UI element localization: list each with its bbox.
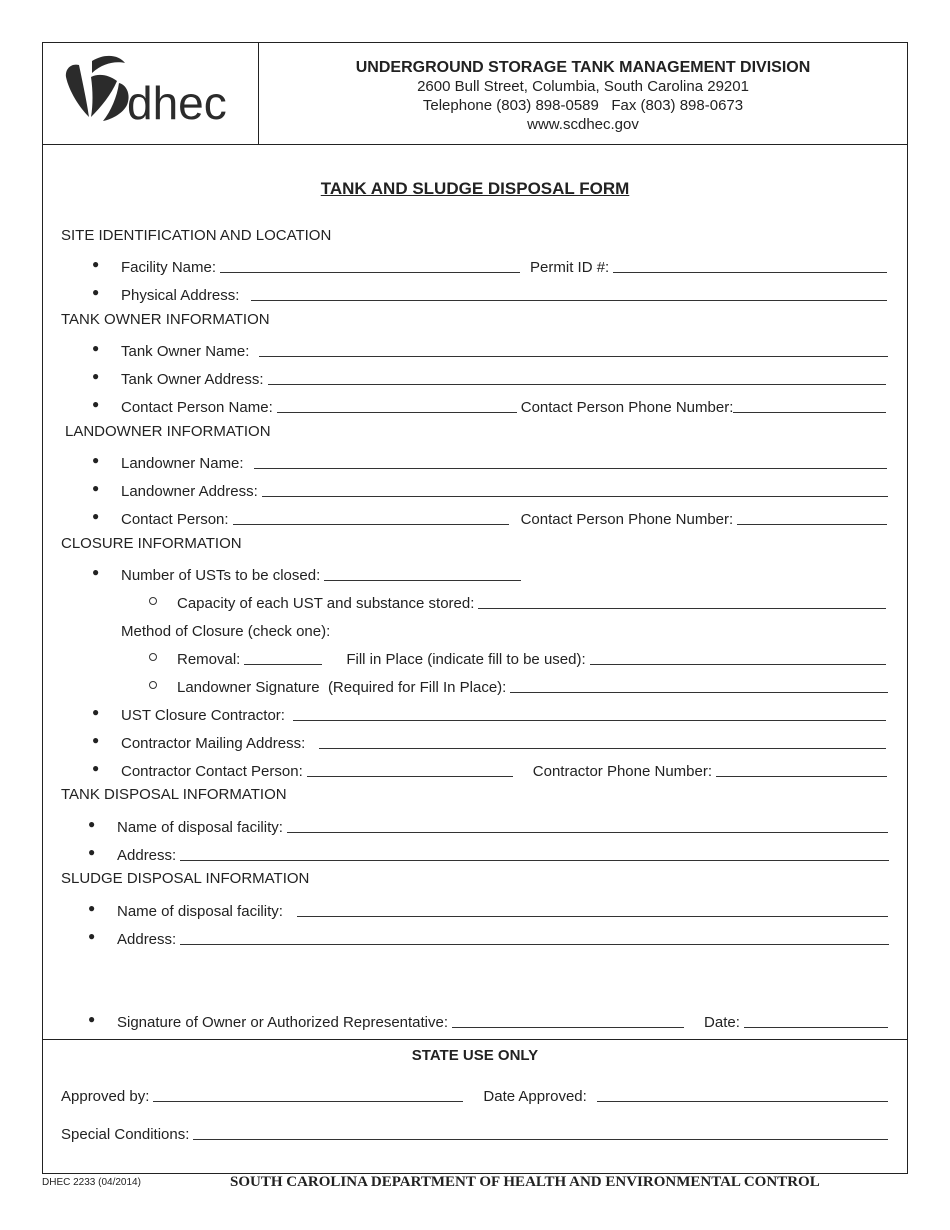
sludge-address-field[interactable]	[180, 930, 889, 945]
permit-id-field[interactable]	[613, 258, 887, 273]
bullet: ●	[88, 845, 96, 859]
dhec-logo	[57, 51, 257, 141]
capacity-row	[177, 590, 886, 612]
owner-contact-label: Contact Person Name:	[121, 399, 273, 416]
landowner-contact-field[interactable]	[233, 510, 509, 525]
facility-name-label: Facility Name:	[121, 259, 217, 276]
contractor-field[interactable]	[293, 706, 886, 721]
bullet: ●	[92, 397, 100, 411]
contractor-address-row	[121, 730, 886, 752]
signature-field[interactable]	[452, 1013, 684, 1028]
form-title: TANK AND SLUDGE DISPOSAL FORM	[320, 179, 630, 198]
landowner-address-row	[121, 478, 888, 500]
division-website: www.scdhec.gov	[527, 116, 639, 133]
tank-facility-field[interactable]	[287, 818, 888, 833]
division-header	[259, 58, 907, 134]
tank-facility-row	[117, 814, 888, 836]
fill-in-place-field[interactable]	[590, 650, 886, 665]
bullet: ●	[92, 733, 100, 747]
header-divider	[43, 144, 907, 145]
bullet: ●	[92, 481, 100, 495]
bullet: ●	[92, 285, 100, 299]
section-closure: CLOSURE INFORMATION	[61, 535, 242, 552]
fill-in-place-label: Fill in Place (indicate fill to be used):	[346, 651, 586, 668]
owner-address-field[interactable]	[268, 370, 886, 385]
form-code: DHEC 2233 (04/2014)	[42, 1177, 141, 1188]
signature-date-label: Date:	[704, 1014, 740, 1031]
section-landowner: LANDOWNER INFORMATION	[65, 423, 271, 440]
contractor-contact-row	[121, 758, 887, 780]
sludge-facility-field[interactable]	[297, 902, 888, 917]
date-approved-label: Date Approved:	[483, 1088, 587, 1105]
bullet: ●	[88, 901, 96, 915]
landowner-signature-row	[177, 674, 888, 696]
owner-address-row	[121, 366, 886, 388]
bullet: ●	[92, 369, 100, 383]
capacity-label: Capacity of each UST and substance stored:	[177, 595, 475, 612]
sludge-address-label: Address:	[117, 931, 177, 948]
tank-address-row	[117, 842, 889, 864]
bullet: ●	[88, 929, 96, 943]
section-tank-disposal: TANK DISPOSAL INFORMATION	[61, 786, 287, 803]
bullet: ●	[92, 565, 100, 579]
division-phone: Telephone (803) 898-0589 Fax (803) 898-0673	[422, 97, 744, 114]
owner-name-label: Tank Owner Name:	[121, 343, 250, 360]
landowner-contact-label: Contact Person:	[121, 511, 229, 528]
owner-name-field[interactable]	[259, 342, 888, 357]
landowner-contact-phone-label: Contact Person Phone Number:	[520, 511, 734, 528]
landowner-name-label: Landowner Name:	[121, 455, 244, 472]
sub-bullet	[149, 653, 157, 661]
tank-address-field[interactable]	[180, 846, 889, 861]
special-conditions-label: Special Conditions:	[61, 1126, 190, 1143]
bullet: ●	[92, 761, 100, 775]
removal-field[interactable]	[244, 650, 322, 665]
state-use-heading: STATE USE ONLY	[411, 1047, 539, 1064]
owner-contact-phone-field[interactable]	[733, 398, 886, 413]
owner-contact-phone-label: Contact Person Phone Number:	[520, 399, 734, 416]
landowner-name-field[interactable]	[254, 454, 887, 469]
facility-name-field[interactable]	[220, 258, 520, 273]
department-name: SOUTH CAROLINA DEPARTMENT OF HEALTH AND ENVIRONMENTAL CONTROL	[230, 1174, 820, 1190]
sub-bullet	[149, 597, 157, 605]
bullet: ●	[92, 705, 100, 719]
landowner-contact-phone-field[interactable]	[737, 510, 887, 525]
contractor-label: UST Closure Contractor:	[121, 707, 285, 724]
approved-row	[61, 1083, 888, 1105]
contractor-address-label: Contractor Mailing Address:	[121, 735, 306, 752]
sludge-facility-row	[117, 898, 888, 920]
contractor-contact-label: Contractor Contact Person:	[121, 763, 303, 780]
tank-address-label: Address:	[117, 847, 177, 864]
sludge-facility-label: Name of disposal facility:	[117, 903, 283, 920]
bullet: ●	[92, 257, 100, 271]
method-label: Method of Closure (check one):	[121, 623, 331, 640]
num-usts-field[interactable]	[324, 566, 521, 581]
logo-cell	[43, 43, 259, 144]
section-owner: TANK OWNER INFORMATION	[61, 311, 270, 328]
contractor-row	[121, 702, 886, 724]
landowner-address-label: Landowner Address:	[121, 483, 258, 500]
contractor-address-field[interactable]	[319, 734, 886, 749]
signature-row	[117, 1009, 888, 1031]
special-conditions-field[interactable]	[193, 1125, 888, 1140]
state-use-divider	[42, 1039, 908, 1040]
contractor-phone-field[interactable]	[716, 762, 887, 777]
owner-contact-field[interactable]	[277, 398, 517, 413]
removal-row	[177, 646, 886, 668]
contractor-phone-label: Contractor Phone Number:	[532, 763, 713, 780]
sub-bullet	[149, 681, 157, 689]
landowner-address-field[interactable]	[262, 482, 888, 497]
physical-address-row	[121, 282, 887, 304]
logo-text: dhec	[127, 77, 227, 129]
bullet: ●	[92, 509, 100, 523]
bullet: ●	[88, 1012, 96, 1026]
signature-date-field[interactable]	[744, 1013, 888, 1028]
bullet: ●	[92, 453, 100, 467]
permit-id-label: Permit ID #:	[530, 259, 610, 276]
physical-address-label: Physical Address:	[121, 287, 240, 304]
contractor-contact-field[interactable]	[307, 762, 513, 777]
approved-by-label: Approved by:	[61, 1088, 150, 1105]
landowner-signature-field[interactable]	[510, 678, 888, 693]
landowner-signature-label: Landowner Signature (Required for Fill In Place):	[177, 679, 507, 696]
num-usts-label: Number of USTs to be closed:	[121, 567, 321, 584]
landowner-name-row	[121, 450, 887, 472]
facility-name-row	[121, 254, 887, 276]
landowner-contact-row	[121, 506, 887, 528]
num-usts-row	[121, 562, 521, 584]
approved-by-field[interactable]	[153, 1087, 463, 1102]
owner-name-row	[121, 338, 888, 360]
division-address: 2600 Bull Street, Columbia, South Carolina 29201	[417, 78, 749, 95]
capacity-field[interactable]	[478, 594, 886, 609]
date-approved-field[interactable]	[597, 1087, 888, 1102]
signature-label: Signature of Owner or Authorized Representative:	[117, 1014, 449, 1031]
owner-address-label: Tank Owner Address:	[121, 371, 264, 388]
method-row	[121, 618, 334, 640]
section-sludge-disposal: SLUDGE DISPOSAL INFORMATION	[61, 870, 310, 887]
physical-address-field[interactable]	[251, 286, 887, 301]
sludge-address-row	[117, 926, 889, 948]
bullet: ●	[92, 341, 100, 355]
bullet: ●	[88, 817, 96, 831]
special-conditions-row	[61, 1121, 888, 1143]
division-title: UNDERGROUND STORAGE TANK MANAGEMENT DIVISION	[355, 59, 811, 76]
owner-contact-row	[121, 394, 886, 416]
tank-facility-label: Name of disposal facility:	[117, 819, 283, 836]
removal-label: Removal:	[177, 651, 241, 668]
section-site: SITE IDENTIFICATION AND LOCATION	[61, 227, 332, 244]
